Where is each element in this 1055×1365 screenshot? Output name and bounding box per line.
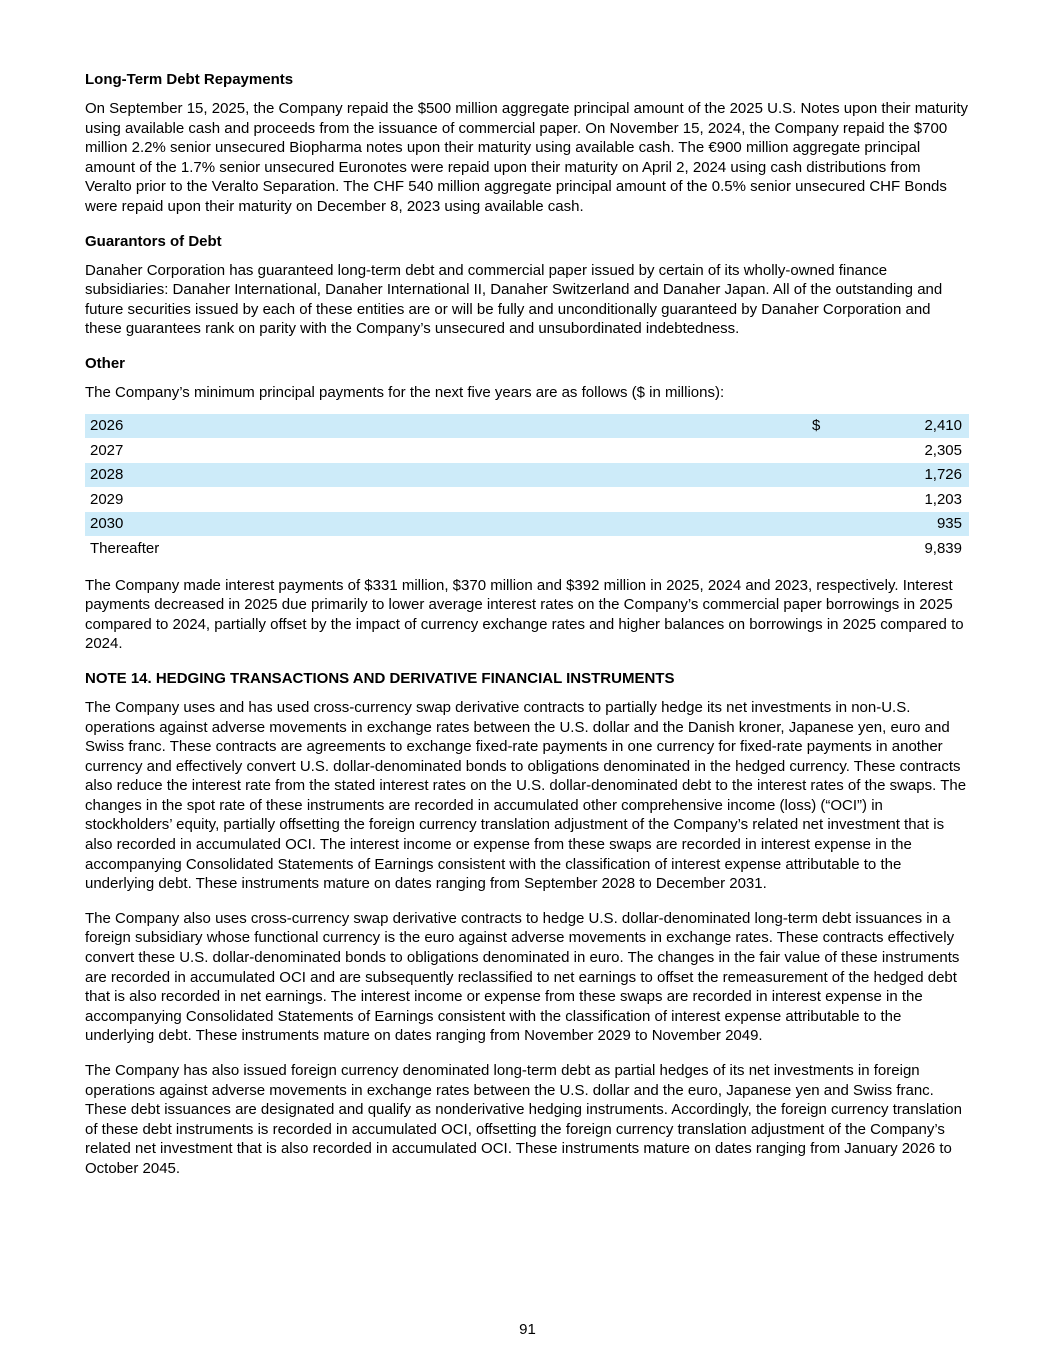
year-cell: 2026 bbox=[85, 414, 812, 439]
other-heading: Other bbox=[85, 354, 126, 372]
amount-cell: 2,410 bbox=[872, 414, 969, 439]
table-row bbox=[85, 414, 969, 439]
currency-cell bbox=[812, 463, 872, 488]
interest-payments-paragraph: The Company made interest payments of $331 million, $370 million and $392 million in 2025, 2024 and 2023, respectively. Interest payments decreased in 2025 due primarily to lower average interest rates on the Company’s commercial paper borrowings in 2025 compared to 2024, partially offset by the impact of currency exchange rates and higher balances on borrowings in 2025 compared to 2024. bbox=[85, 576, 964, 653]
amount-cell: 9,839 bbox=[924, 539, 962, 557]
year-cell: 2029 bbox=[90, 490, 124, 508]
note-14-heading: NOTE 14. HEDGING TRANSACTIONS AND DERIVATIVE FINANCIAL INSTRUMENTS bbox=[85, 669, 675, 687]
year-cell: 2027 bbox=[90, 441, 124, 459]
page-number: 91 bbox=[519, 1321, 536, 1338]
long-term-debt-paragraph: On September 15, 2025, the Company repaid the $500 million aggregate principal amount of the 2025 U.S. Notes upon their maturity using available cash and proceeds from the issuance of commercial paper. On November 15, 2024, the Company repaid the $700 million 2.2% senior unsecured Biopharma notes upon their maturity using available cash. The €900 million aggregate principal amount of the 1.7% senior unsecured Euronotes were repaid upon their maturity on April 2, 2024 using cash distributions from Veralto prior to the Veralto Separation. The CHF 540 million aggregate principal amount of the 0.5% senior unsecured CHF Bonds were repaid upon their maturity on December 8, 2023 using available cash. bbox=[85, 100, 969, 215]
long-term-debt-heading: Long-Term Debt Repayments bbox=[85, 71, 294, 88]
table-row bbox=[85, 487, 969, 512]
amount-cell: 2,305 bbox=[924, 441, 962, 459]
amount-cell: 935 bbox=[872, 512, 969, 537]
table-row bbox=[85, 438, 969, 463]
currency-cell bbox=[812, 487, 872, 512]
currency-cell bbox=[812, 438, 872, 463]
currency-cell bbox=[812, 536, 872, 561]
guarantors-heading: Guarantors of Debt bbox=[85, 232, 222, 250]
note-14-paragraph-1: The Company uses and has used cross-currency swap derivative contracts to partially hedge its net investments in non-U.S. operations against adverse movements in exchange rates between the U.S. dollar and the Danish kroner, Japanese yen, euro and Swiss franc. These contracts are agreements to exchange fixed-rate payments in one currency for fixed-rate payments in another currency and effectively convert U.S. dollar-denominated bonds to obligations denominated in the hedged currency. These contracts also reduce the interest rate from the stated interest rates on the U.S. dollar-denominated debt to the interest rates of the swaps. The changes in the spot rate of these instruments are recorded in accumulated other comprehensive income (loss) (“OCI”) in stockholders’ equity, partially offsetting the foreign currency translation adjustment of the Company’s related net investment that is also recorded in accumulated OCI. The interest income or expense from these swaps are recorded in interest expense in the accompanying Consolidated Statements of Earnings consistent with the classification of interest expense attributable to the underlying debt. These instruments mature on dates ranging from September 2028 to December 2031. bbox=[85, 698, 967, 893]
year-cell: 2028 bbox=[85, 463, 812, 488]
table-row bbox=[85, 512, 969, 537]
amount-cell: 1,203 bbox=[924, 490, 962, 508]
guarantors-paragraph: Danaher Corporation has guaranteed long-term debt and commercial paper issued by certain of its wholly-owned finance subsidiaries: Danaher International, Danaher International II, Danaher Switzerland and Danaher Japan. All of the outstanding and future securities issued by each of these entities are or will be fully and unconditionally guaranteed by Danaher Corporation and these guarantees rank on parity with the Company’s unsecured and unsubordinated indebtedness. bbox=[85, 261, 943, 338]
note-14-paragraph-3: The Company has also issued foreign currency denominated long-term debt as partial hedges of its net investments in foreign operations against adverse movements in exchange rates between the U.S. dollar and the euro, Japanese yen and Swiss franc. These debt issuances are designated and qualify as nonderivative hedging instruments. Accordingly, the foreign currency translation of these debt instruments is recorded in accumulated OCI, offsetting the foreign currency translation adjustment of the Company’s related net investment that is also recorded in accumulated OCI. These instruments mature on dates ranging from January 2026 to October 2045. bbox=[85, 1062, 962, 1177]
currency-cell: $ bbox=[812, 414, 872, 439]
note-14-paragraph-2: The Company also uses cross-currency swap derivative contracts to hedge U.S. dollar-denominated long-term debt issuances in a foreign subsidiary whose functional currency is the euro against adverse movements in exchange rates. These contracts effectively convert these U.S. dollar-denominated bonds to obligations denominated in euro. The changes in the fair value of these instruments are recorded in accumulated OCI and are subsequently reclassified to net earnings to offset the remeasurement of the hedged debt that is also recorded in net earnings. The interest income or expense from these swaps are recorded in interest expense in the accompanying Consolidated Statements of Earnings consistent with the classification of interest expense attributable to the underlying debt. These instruments mature on dates ranging from November 2029 to November 2049. bbox=[85, 909, 960, 1045]
year-cell: 2030 bbox=[85, 512, 812, 537]
amount-cell: 1,726 bbox=[872, 463, 969, 488]
year-cell: Thereafter bbox=[90, 539, 160, 557]
table-row bbox=[85, 463, 969, 488]
table-row bbox=[85, 536, 969, 561]
document-page bbox=[85, 70, 969, 1179]
principal-payments-table bbox=[85, 414, 969, 561]
currency-cell bbox=[812, 512, 872, 537]
principal-payments-intro: The Company’s minimum principal payments for the next five years are as follows ($ in millions): bbox=[85, 383, 725, 401]
